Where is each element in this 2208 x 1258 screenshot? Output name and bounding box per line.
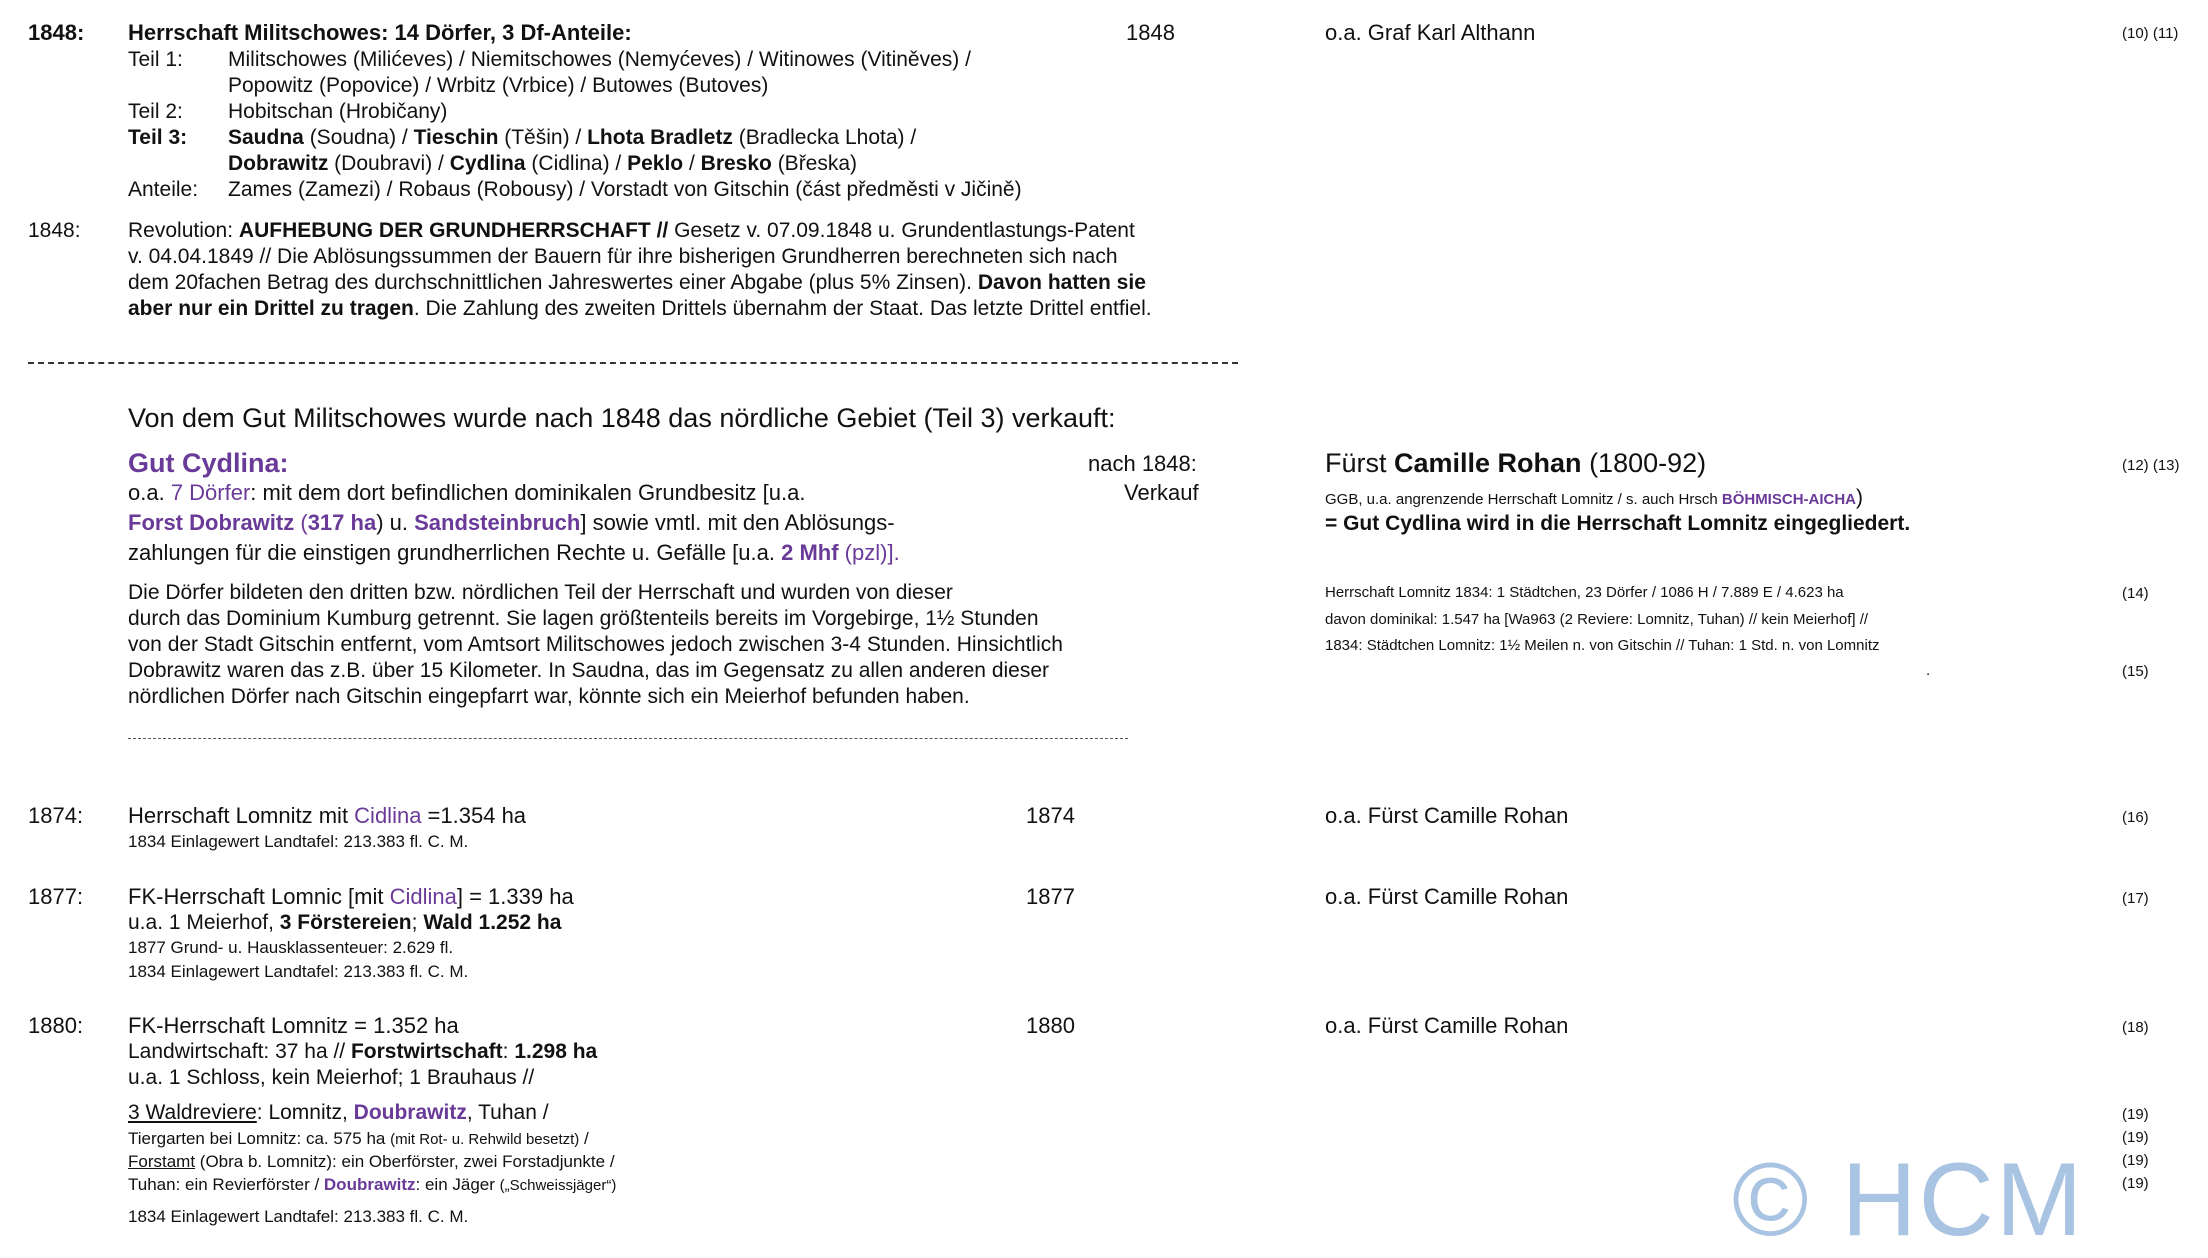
- lomnitz-note-dot: .: [1926, 662, 1931, 679]
- teil2-label: Teil 2:: [128, 100, 183, 123]
- teil1-label: Teil 1:: [128, 48, 183, 71]
- entry-1880-line5: Tiergarten bei Lomnitz: ca. 575 ha (mit Rot- u. Rehwild besetzt) /: [128, 1129, 589, 1148]
- entry-1880-line3: u.a. 1 Schloss, kein Meierhof; 1 Brauhaus //: [128, 1066, 535, 1089]
- anteile-label: Anteile:: [128, 178, 199, 201]
- footnote-ref-14: (14): [2122, 585, 2149, 602]
- ggb-note: GGB, u.a. angrenzende Herrschaft Lomnitz / s. auch Hrsch BÖHMISCH-AICHA): [1325, 486, 1864, 509]
- entry-1880-line1: FK-Herrschaft Lomnitz = 1.352 ha: [128, 1013, 459, 1038]
- entry-1877-line3: 1877 Grund- u. Hausklassenteuer: 2.629 fl.: [128, 938, 454, 957]
- sold-heading: Von dem Gut Militschowes wurde nach 1848 das nördliche Gebiet (Teil 3) verkauft:: [128, 403, 1116, 433]
- entry-1880-line8: 1834 Einlagewert Landtafel: 213.383 fl. C. M.: [128, 1207, 469, 1226]
- date-1848: 1848: [1126, 20, 1175, 45]
- revolution-line2: v. 04.04.1849 // Die Ablösungssummen der Bauern für ihre bisherigen Grundherren berechneten sich nach: [128, 245, 1118, 268]
- subsection-divider: [128, 738, 1128, 739]
- villages-paragraph-line2: durch das Dominium Kumburg getrennt. Sie lagen größtenteils bereits im Vorgebirge, 1½ Stunden: [128, 607, 1039, 630]
- villages-paragraph-line4: Dobrawitz waren das z.B. über 15 Kilometer. In Saudna, das im Gegensatz zu allen anderen dieser: [128, 659, 1050, 682]
- anteile-villages: Zames (Zamezi) / Robaus (Robousy) / Vorstadt von Gitschin (část předměsti v Jičině): [228, 178, 1022, 201]
- year-1874: 1874:: [28, 803, 84, 828]
- teil2-villages: Hobitschan (Hrobičany): [228, 100, 448, 123]
- year-1877: 1877:: [28, 884, 84, 909]
- teil1-villages-line1: Militschowes (Milićeves) / Niemitschowes (Nemyćeves) / Witinowes (Vitiněves) /: [228, 48, 971, 71]
- villages-paragraph-line5: nördlichen Dörfer nach Gitschin eingepfarrt war, könnte sich ein Meierhof befunden haben.: [128, 685, 970, 708]
- entry-1880-line7: Tuhan: ein Revierförster / Doubrawitz: ein Jäger („Schweissjäger“): [128, 1175, 617, 1194]
- date-1880: 1880: [1026, 1013, 1075, 1038]
- owner-althann: o.a. Graf Karl Althann: [1325, 20, 1536, 45]
- rohan-result: = Gut Cydlina wird in die Herrschaft Lomnitz eingegliedert.: [1325, 512, 1911, 535]
- villages-paragraph-line3: von der Stadt Gitschin entfernt, vom Amtsort Militschowes jedoch zwischen 3-4 Stunden. Hinsichtlich: [128, 633, 1063, 656]
- gut-cydlina-line2: Forst Dobrawitz (317 ha) u. Sandsteinbruch] sowie vmtl. mit den Ablösungs-: [128, 510, 895, 535]
- footnote-ref-15: (15): [2122, 663, 2149, 680]
- gut-cydlina-title: Gut Cydlina:: [128, 448, 289, 478]
- footnote-ref-19-d: (19): [2122, 1175, 2149, 1192]
- lomnitz-note-2: davon dominikal: 1.547 ha [Wa963 (2 Reviere: Lomnitz, Tuhan) // kein Meierhof] //: [1325, 611, 1869, 628]
- revolution-line1: Revolution: AUFHEBUNG DER GRUNDHERRSCHAFT // Gesetz v. 07.09.1848 u. Grundentlastungs-Patent: [128, 219, 1135, 242]
- footnote-ref-19-b: (19): [2122, 1129, 2149, 1146]
- footnote-ref-19-c: (19): [2122, 1152, 2149, 1169]
- date-nach-1848: nach 1848:: [1088, 451, 1197, 476]
- teil3-label: Teil 3:: [128, 126, 188, 149]
- gut-cydlina-line3: zahlungen für die einstigen grundherrlichen Rechte u. Gefälle [u.a. 2 Mhf (pzl)].: [128, 540, 900, 565]
- footnote-ref-17: (17): [2122, 890, 2149, 907]
- entry-1880-line6: Forstamt (Obra b. Lomnitz): ein Oberförster, zwei Forstadjunkte /: [128, 1152, 615, 1171]
- footnote-ref-18: (18): [2122, 1019, 2149, 1036]
- entry-1880-line2: Landwirtschaft: 37 ha // Forstwirtschaft: 1.298 ha: [128, 1040, 598, 1063]
- date-verkauf: Verkauf: [1124, 480, 1199, 505]
- entry-1877-line4: 1834 Einlagewert Landtafel: 213.383 fl. C. M.: [128, 962, 469, 981]
- teil3-villages-line2: Dobrawitz (Doubravi) / Cydlina (Cidlina) / Peklo / Bresko (Břeska): [228, 152, 858, 175]
- section-title-militschowes: Herrschaft Militschowes: 14 Dörfer, 3 Df-Anteile:: [128, 20, 632, 45]
- entry-1877-line1: FK-Herrschaft Lomnic [mit Cidlina] = 1.339 ha: [128, 884, 574, 909]
- owner-1880: o.a. Fürst Camille Rohan: [1325, 1013, 1569, 1038]
- entry-1874-line1: Herrschaft Lomnitz mit Cidlina =1.354 ha: [128, 803, 527, 828]
- year-1848-revolution: 1848:: [28, 219, 81, 242]
- date-1877: 1877: [1026, 884, 1075, 909]
- owner-1877: o.a. Fürst Camille Rohan: [1325, 884, 1569, 909]
- footnote-refs-12-13: (12) (13): [2122, 457, 2180, 474]
- year-1880: 1880:: [28, 1013, 84, 1038]
- lomnitz-note-1: Herrschaft Lomnitz 1834: 1 Städtchen, 23 Dörfer / 1086 H / 7.889 E / 4.623 ha: [1325, 584, 1844, 601]
- teil3-villages-line1: Saudna (Soudna) / Tieschin (Těšin) / Lhota Bradletz (Bradlecka Lhota) /: [228, 126, 917, 149]
- section-divider: [28, 362, 1238, 364]
- gut-cydlina-line1: o.a. 7 Dörfer: mit dem dort befindlichen dominikalen Grundbesitz [u.a.: [128, 480, 806, 505]
- year-1848: 1848:: [28, 20, 85, 45]
- revolution-line4: aber nur ein Drittel zu tragen. Die Zahlung des zweiten Drittels übernahm der Staat. Das letzte Drittel entfiel.: [128, 297, 1152, 320]
- revolution-line3: dem 20fachen Betrag des durchschnittlichen Jahreswertes einer Abgabe (plus 5% Zinsen). Davon hatten sie: [128, 271, 1146, 294]
- owner-rohan: Fürst Camille Rohan (1800-92): [1325, 448, 1707, 478]
- hcm-watermark: © HCM: [1732, 1142, 2085, 1258]
- footnote-ref-16: (16): [2122, 809, 2149, 826]
- footnote-ref-19-a: (19): [2122, 1106, 2149, 1123]
- owner-1874: o.a. Fürst Camille Rohan: [1325, 803, 1569, 828]
- entry-1880-line4: 3 Waldreviere: Lomnitz, Doubrawitz, Tuhan /: [128, 1101, 549, 1124]
- footnote-refs-10-11: (10) (11): [2122, 25, 2179, 42]
- villages-paragraph-line1: Die Dörfer bildeten den dritten bzw. nördlichen Teil der Herrschaft und wurden von dieser: [128, 581, 953, 604]
- entry-1877-line2: u.a. 1 Meierhof, 3 Förstereien; Wald 1.252 ha: [128, 911, 562, 934]
- teil1-villages-line2: Popowitz (Popovice) / Wrbitz (Vrbice) / Butowes (Butoves): [228, 74, 769, 97]
- lomnitz-note-3: 1834: Städtchen Lomnitz: 1½ Meilen n. von Gitschin // Tuhan: 1 Std. n. von Lomnitz: [1325, 637, 1880, 654]
- date-1874: 1874: [1026, 803, 1075, 828]
- entry-1874-line2: 1834 Einlagewert Landtafel: 213.383 fl. C. M.: [128, 832, 469, 851]
